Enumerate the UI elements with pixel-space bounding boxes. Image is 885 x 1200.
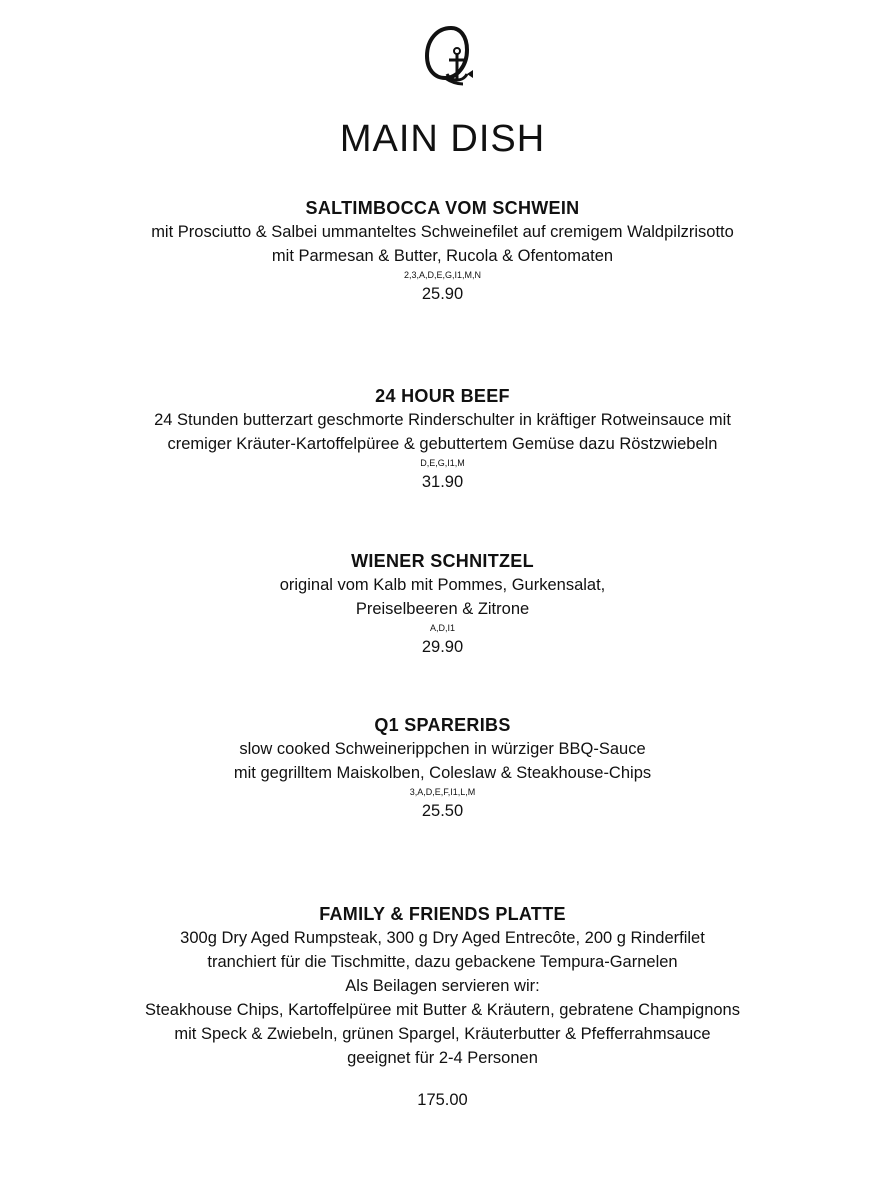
- dish-name: WIENER SCHNITZEL: [351, 551, 534, 571]
- dish-price: 175.00: [417, 1091, 468, 1109]
- menu-item: [40, 549, 845, 659]
- dish-description-line: mit Speck & Zwiebeln, grünen Spargel, Kräuterbutter & Pfefferrahmsauce: [174, 1025, 711, 1043]
- dish-description-line: mit Parmesan & Butter, Rucola & Ofentomaten: [271, 247, 614, 265]
- dish-description-line: Preiselbeeren & Zitrone: [355, 600, 530, 618]
- dish-price: 25.50: [421, 802, 464, 820]
- dish-name: SALTIMBOCCA VOM SCHWEIN: [305, 198, 580, 218]
- dish-description-line: Steakhouse Chips, Kartoffelpüree mit Butter & Kräutern, gebratene Champignons: [145, 1001, 740, 1019]
- dish-description-line: Als Beilagen servieren wir:: [345, 977, 540, 995]
- dish-price: 31.90: [421, 473, 464, 491]
- dish-description-line: 300g Dry Aged Rumpsteak, 300 g Dry Aged Entrecôte, 200 g Rinderfilet: [180, 929, 705, 947]
- allergen-codes: D,E,G,I1,M: [420, 458, 465, 468]
- dish-description-line: geeignet für 2-4 Personen: [347, 1049, 538, 1067]
- menu-item: [40, 384, 845, 494]
- dish-description-line: mit Prosciutto & Salbei ummanteltes Schweinefilet auf cremigem Waldpilzrisotto: [151, 223, 734, 241]
- q-anchor-logo-icon: [417, 20, 487, 90]
- dish-description-line: cremiger Kräuter-Kartoffelpüree & gebuttertem Gemüse dazu Röstzwiebeln: [167, 435, 718, 453]
- allergen-codes: A,D,I1: [429, 623, 455, 633]
- menu-item: [40, 196, 845, 306]
- dish-name: Q1 SPARERIBS: [374, 715, 511, 735]
- dish-description-line: original vom Kalb mit Pommes, Gurkensalat,: [279, 576, 606, 594]
- menu-item: [40, 713, 845, 823]
- menu-item: [40, 902, 845, 1112]
- dish-price: 29.90: [421, 638, 464, 656]
- dish-description-line: 24 Stunden butterzart geschmorte Rinderschulter in kräftiger Rotweinsauce mit: [154, 411, 731, 429]
- allergen-codes: 3,A,D,E,F,I1,L,M: [409, 787, 476, 797]
- dish-description-line: mit gegrilltem Maiskolben, Coleslaw & Steakhouse-Chips: [233, 764, 652, 782]
- dish-name: FAMILY & FRIENDS PLATTE: [319, 904, 566, 924]
- dish-price: 25.90: [421, 285, 464, 303]
- allergen-codes: 2,3,A,D,E,G,I1,M,N: [403, 270, 482, 280]
- dish-description-line: slow cooked Schweinerippchen in würziger BBQ-Sauce: [239, 740, 646, 758]
- dish-name: 24 HOUR BEEF: [375, 386, 510, 406]
- page-title: MAIN DISH: [339, 118, 546, 160]
- dish-description-line: tranchiert für die Tischmitte, dazu gebackene Tempura-Garnelen: [207, 953, 678, 971]
